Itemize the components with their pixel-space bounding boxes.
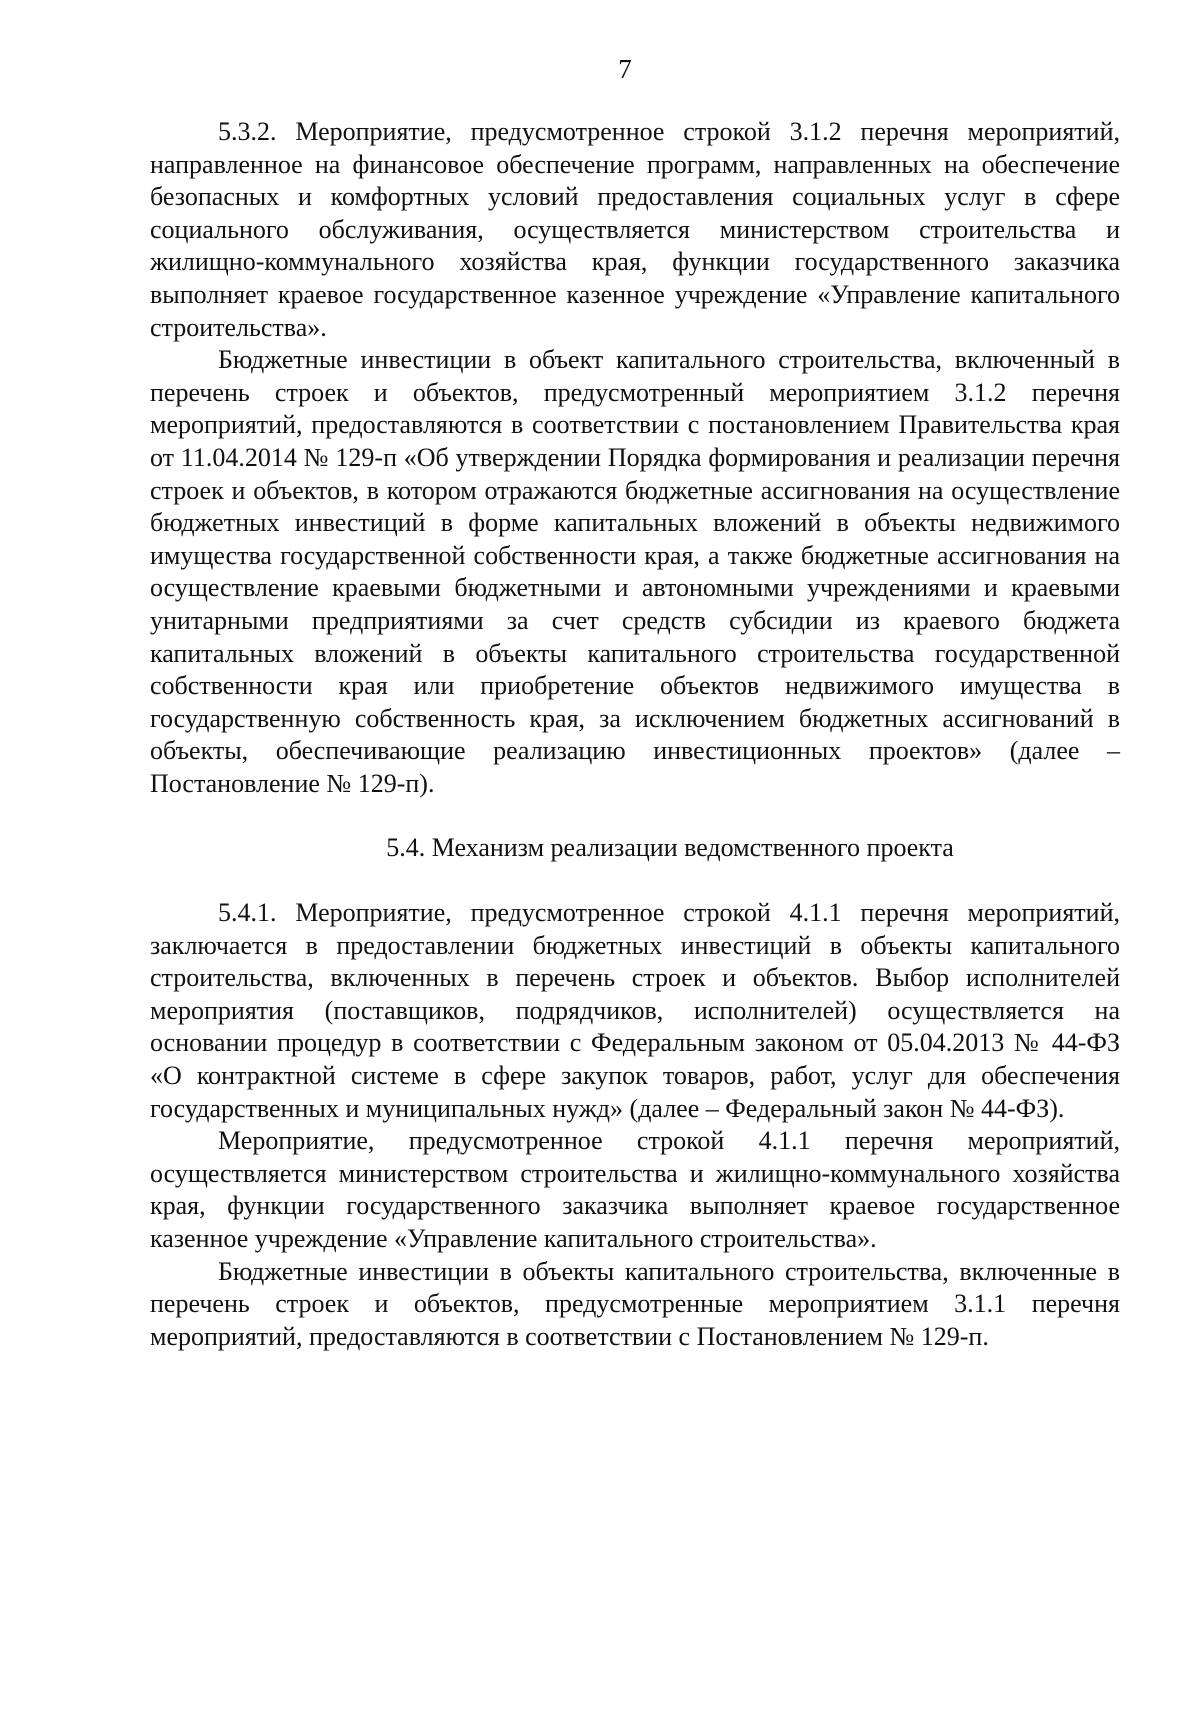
section-heading-5-4: 5.4. Механизм реализации ведомственного проекта xyxy=(386,833,954,863)
paragraph-measure-4-1-1: Мероприятие, предусмотренное строкой 4.1.1 перечня мероприятий, осуществляется министерством строительства и жилищно-коммунального хозяйства края, функции государственного заказчика выполняет краевое государственное казенное учреждение «Управление капитального строительства». xyxy=(150,1126,1120,1253)
paragraph-5-4-1: 5.4.1. Мероприятие, предусмотренное строкой 4.1.1 перечня мероприятий, заключается в предоставлении бюджетных инвестиций в объекты капитального строительства, включенных в перечень строек и объектов. Выбор исполнителей мероприятия (поставщиков, подрядчиков, исполнителей) осуществляется на основании процедур в соответствии с Федеральным законом от 05.04.2013 № 44-ФЗ «О контрактной системе в сфере закупок товаров, работ, услуг для обеспечения государственных и муниципальных нужд» (далее – Федеральный закон № 44-ФЗ). xyxy=(150,898,1120,1123)
section-spacer xyxy=(150,865,1120,897)
section-spacer xyxy=(150,800,1120,832)
document-body xyxy=(150,116,1120,1353)
paragraph-budget-investments-3-1-2: Бюджетные инвестиции в объект капитального строительства, включенный в перечень строек и объектов, предусмотренный мероприятием 3.1.2 перечня мероприятий, предоставляются в соответствии с постановлением Правительства края от 11.04.2014 № 129-п «Об утверждении Порядка формирования и реализации перечня строек и объектов, в котором отражаются бюджетные ассигнования на осуществление бюджетных инвестиций в форме капитальных вложений в объекты недвижимого имущества государственной собственности края, а также бюджетные ассигнования на осуществление краевыми бюджетными и автономными учреждениями и краевыми унитарными предприятиями за счет средств субсидии из краевого бюджета капитальных вложений в объекты капитального строительства государственной собственности края или приобретение объектов недвижимого имущества в государственную собственность края, за исключением бюджетных ассигнований в объекты, обеспечивающие реализацию инвестиционных проектов» (далее – Постановление № 129-п). xyxy=(150,345,1120,798)
page-number: 7 xyxy=(618,54,632,84)
paragraph-5-3-2: 5.3.2. Мероприятие, предусмотренное строкой 3.1.2 перечня мероприятий, направленное на финансовое обеспечение программ, направленных на обеспечение безопасных и комфортных условий предоставления социальных услуг в сфере социального обслуживания, осуществляется министерством строительства и жилищно-коммунального хозяйства края, функции государственного заказчика выполняет краевое государственное казенное учреждение «Управление капитального строительства». xyxy=(150,117,1120,342)
paragraph-budget-investments-3-1-1: Бюджетные инвестиции в объекты капитального строительства, включенные в перечень строек и объектов, предусмотренные мероприятием 3.1.1 перечня мероприятий, предоставляются в соответствии с Постановлением № 129-п. xyxy=(150,1256,1120,1351)
